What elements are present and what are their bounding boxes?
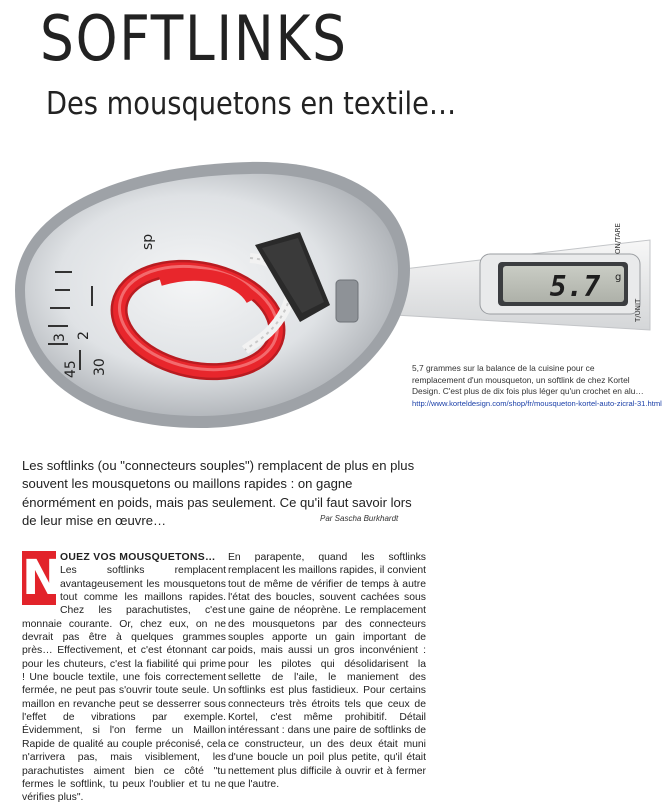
scale-unit-label: T/UNIT — [634, 298, 642, 322]
photo-caption-text: 5,7 grammes sur la balance de la cuisine pour ce remplacement d'un mousqueton, un softlink de chez Kortel Design. C'est plus de dix fois plus léger qu'un crochet en alu… — [412, 363, 644, 396]
cup-mark-2: 2 — [76, 331, 92, 340]
cup-mark-45: 45 — [63, 360, 79, 378]
caption-link[interactable]: http://www.korteldesign.com/shop/fr/mousqueton-kortel-auto-zicral-31.html — [412, 398, 662, 408]
cup-mark-sp: sp — [140, 233, 156, 250]
column-1-text: Les softlinks remplacent avantageusement les mousquetons tout comme les maillons rapides. Chez les parachutistes, c'est monnaie courante. Or, chez eux, on ne devrait pas être à quelques grammes près… Effectivement, et c'est étonnant car pour les chuteurs, c'est la fiabilité qui prime ! Une boucle textile, une fois correctement fermée, ne peut pas s'ouvrir toute seule. Un maillon en revanche peut se desserrer sous l'effet de vibrations par exemple. Évidemment, si l'on ferme un Maillon Rapide de qualité au couple préconisé, cela n'arrivera pas, mais visiblement, les parachutistes aiment bien ce côté "tu fermes le softlink, tu peux l'oublier et tu ne vérifies plus". — [22, 565, 226, 804]
cup-mark-3: 3 — [52, 333, 68, 342]
article-column-2 — [228, 551, 426, 791]
scale-button-label: ON/TARE — [614, 223, 622, 254]
article-column-1 — [22, 551, 226, 805]
article-lead: Les softlinks (ou "connecteurs souples") remplacent de plus en plus souvent les mousquetons ou maillons rapides : on gagne énormément en poids, mais pas seulement. Ce qu'il faut savoir lors de leur mise en œuvre… — [22, 458, 415, 528]
cup-mark-1: 1 — [118, 331, 134, 340]
article-byline: Par Sascha Burkhardt — [320, 514, 399, 523]
scale-display-unit: g — [615, 272, 622, 283]
article-title: SOFTLINKS — [40, 2, 348, 75]
photo-caption — [412, 363, 662, 409]
drop-cap: N — [22, 550, 63, 606]
section-heading: OUEZ VOS MOUSQUETONS… — [60, 552, 216, 563]
scale-display-value: 5.7 — [549, 270, 601, 303]
column-2-text: En parapente, quand les softlinks remplacent les maillons rapides, il convient tout de même de vérifier de temps à autre l'état des boucles, souvent cachées sous une gaine de néoprène. Le remplacement des mousquetons par des connecteurs souples apporte un gain important de poids, mais aussi un gros inconvénient : pour les pilotes qui désolidarisent la sellette de l'aile, le maniement des softlinks est plus fastidieux. Pour certains connecteurs très étroits tels que ceux de Kortel, c'est même prohibitif. Détail intéressant : dans une paire de softlinks de ce constructeur, un des deux était muni d'une boucle un poil plus petite, qu'il était nettement plus difficile à ouvrir et à fermer que l'autre. — [228, 552, 426, 790]
article-subtitle: Des mousquetons en textile… — [46, 86, 457, 122]
cup-mark-30: 30 — [92, 358, 108, 376]
